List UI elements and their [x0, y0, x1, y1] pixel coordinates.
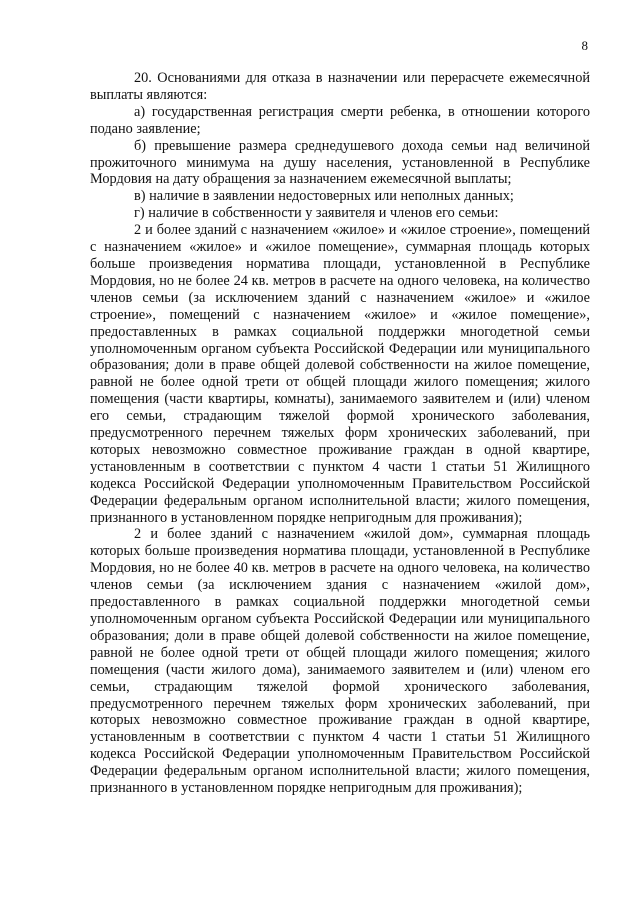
paragraph-subitem-g: г) наличие в собственности у заявителя и членов его семьи:: [134, 205, 499, 222]
paragraph-subitem-v: в) наличие в заявлении недостоверных или неполных данных;: [134, 188, 514, 205]
paragraph-subitem-b: б) превышение размера среднедушевого дохода семьи над величиной прожиточного минимума на душу населения, установленной в Республике Мордовия на дату обращения за назначением ежемесячной выплаты;: [90, 137, 590, 188]
paragraph-item-20: 20. Основаниями для отказа в назначении или перерасчете ежемесячной выплаты являются:: [90, 70, 590, 103]
document-body: [90, 70, 590, 797]
page-number: 8: [581, 38, 588, 53]
paragraph-subitem-a: а) государственная регистрация смерти ребенка, в отношении которого подано заявление;: [90, 103, 590, 137]
paragraph-buildings-houses: 2 и более зданий с назначением «жилой дом», суммарная площадь которых больше произведения норматива площади, установленной в Республике Мордовия, но не более 40 кв. метров в расчете на одного человека, на количество членов семьи (за исключением здания с назначением «жилой дом», предоставленного в рамках социальной поддержки многодетной семьи уполномоченным органом субъекта Российской Федерации или муниципального образования; доли в праве общей долевой собственности на жилое помещение, равной не более одной трети от общей площади жилого помещения; жилого помещения (части жилого дома), занимаемого заявителем и (или) членом его семьи, страдающим тяжелой формой хронического заболевания, предусмотренного перечнем тяжелых форм хронических заболеваний, при которых невозможно совместное проживание граждан в одной квартире, установленным в соответствии с пунктом 4 части 1 статьи 51 Жилищного кодекса Российской Федерации уполномоченным Правительством Российской Федерации федеральным органом исполнительной власти; жилого помещения, признанного в установленном порядке непригодным для проживания);: [90, 526, 590, 797]
paragraph-buildings-residential: 2 и более зданий с назначением «жилое» и «жилое строение», помещений с назначением «жилое» и «жилое помещение», суммарная площадь которых больше произведения норматива площади, установленной в Республике Мордовия, но не более 24 кв. метров в расчете на одного человека, на количество членов семьи (за исключением зданий с назначением «жилое» и «жилое строение», помещений с назначением «жилое» и «жилое помещение», предоставленных в рамках социальной поддержки многодетной семьи уполномоченным органом субъекта Российской Федерации или муниципального образования; доли в праве общей долевой собственности на жилое помещение, равной не более одной трети от общей площади жилого помещения; жилого помещения (части квартиры, комнаты), занимаемого заявителем и (или) членом его семьи, страдающим тяжелой формой хронического заболевания, предусмотренного перечнем тяжелых форм хронических заболеваний, при которых невозможно совместное проживание граждан в одной квартире, установленным в соответствии с пунктом 4 части 1 статьи 51 Жилищного кодекса Российской Федерации уполномоченным Правительством Российской Федерации федеральным органом исполнительной власти; жилого помещения, признанного в установленном порядке непригодным для проживания);: [90, 222, 590, 526]
